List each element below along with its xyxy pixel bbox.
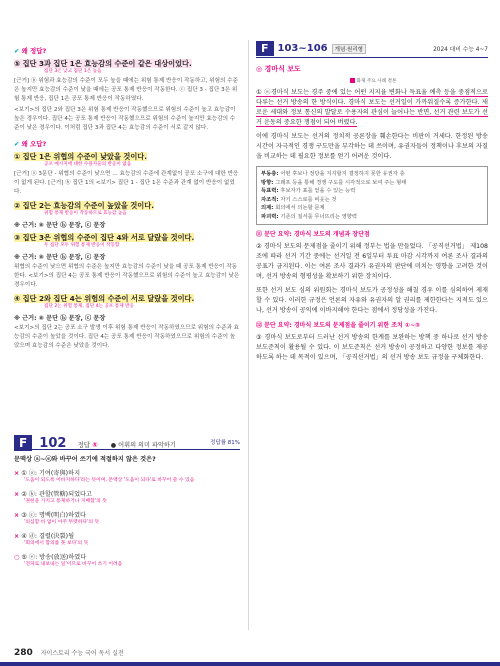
vocab-definition: 어떤 후보나 정당을 지지할지 결정하지 못한 유권자 층 <box>280 171 405 177</box>
vocab-term: 부동층: <box>261 171 281 177</box>
vocab-entry <box>261 213 483 222</box>
option-3 <box>14 511 240 526</box>
section-1-summary: ⑪ 문단 요약: 경마식 보도의 개념과 장단점 <box>256 231 370 238</box>
choice-3-title: ③ 집단 3은 위협의 수준이 집단 4와 서로 달랐을 것이다. <box>14 233 195 242</box>
vocab-term: 득표력: <box>261 188 281 194</box>
choice-1-evidence: [근거] ⓐ 3문단 - 위협의 수준이 낮으면 … 효능감의 수준에 관계없이 공포 소구에 대한 반응이 없게 된다. [근거] ⓑ 집단 1의 <보기> 집단 1 - 집단 1은 수준과 관계 없이 반응이 없었다. <box>14 171 239 195</box>
why-wrong-label: ✔ 왜 오답? <box>14 140 47 148</box>
passage-paragraph-2b: 또한 선거 보도 심의 위원회는 경마식 보도가 공정성을 해칠 경우 이를 심의하여 제재할 수 있다. 이러한 규정은 언론의 자유와 유권자의 알 권리를 제한한다는 지적도 있으나, 선거 방송이 공익에 이바지해야 한다는 점에서 정당성을 가진다. <box>256 287 488 314</box>
source-label: 2024 대비 수능 4~7 <box>433 47 488 53</box>
question-number: 102 <box>39 436 67 451</box>
vocab-definition: 후보자가 표를 얻을 수 있는 능력 <box>280 188 356 194</box>
vocab-entry <box>261 196 483 205</box>
vocab-definition: 그래프 등을 통해 경쟁 구도를 시각적으로 보여 주는 형태 <box>275 179 407 186</box>
choice-5-note: 집단 3은 낮고 집단 1은 높음 <box>44 69 102 74</box>
choice-2-title: ② 집단 2는 효능감의 수준이 높았을 것이다. <box>14 201 154 210</box>
answer-label: 정답 ⑤ <box>77 441 98 449</box>
option-mark: × <box>14 533 20 540</box>
passage-title: ◎ 경마식 보도 <box>256 65 301 73</box>
vocab-definition: 자기 스스로를 비웃는 것 <box>280 196 337 203</box>
option-note: '권한을 가지고 통제하거나 지배함'의 뜻 <box>24 499 107 504</box>
option-note: '회의에서 합의를 못 보다'의 뜻 <box>24 541 89 546</box>
question-102 <box>14 432 240 568</box>
legend-dot-icon <box>350 78 355 83</box>
choice-5-explanation: <보기>의 집단 2와 집단 3은 위험 통제 반응이 작동했으므로 위험의 수준이 높고 효능감이 높은 경우이다. 집단 4는 공포 통제 반응이 작동했으므로 위험의 수준이 높지만 효능감의 수준이 낮은 경우이다. 이처럼 집단 3과 집단 4는 효능감의 수준이 서로 같지 않다. <box>14 107 236 131</box>
correct-rate: 정답률 81% <box>210 440 240 446</box>
option-5 <box>14 553 240 568</box>
vocab-definition: 기존의 질서를 무너뜨리는 영향력 <box>280 213 358 220</box>
option-mark: × <box>14 491 20 498</box>
choice-3-explanation: 위협의 수준이 낮으면 위협의 수준은 높지만 효능감의 수준이 낮을 때 공포 통제 반응이 작동한다. <보기>의 집단 4는 공포 통제 반응이 작동했으므로 위험의 수준이 높고 효능감이 낮은 경우이다. <box>14 264 240 288</box>
passage-paragraph-1: ① ⓐ경마식 보도는 경주 중에 있는 어떤 지지율 변화나 득표율 예측 등을 중점적으로 다루는 선거 방송의 한 방식이다. 경마식 보도는 선거일이 가까워질수록 증가한다. 새로운 세대와 정보 통신의 발달로 수용자의 관심이 늘어나는 반면, 선거 관련 보도가 선거 운동의 중요한 쟁점이 되어 버렸다. <box>256 89 488 126</box>
passage-paragraph-1b: 이에 경마식 보도는 선거의 정치적 공론장을 훼손한다는 비판이 거세다. 한정된 방송 시간이 자극적인 경쟁 구도만을 부각하는 데 쓰이며, 유권자들이 정책이나 후보의 자질을 비교하는 데 필요한 정보를 얻기 어려운 것이다. <box>256 133 488 160</box>
category-tag: 개념·원리형 <box>332 44 366 54</box>
choice-4-evidence: ※ 근거: ⑧ 문단 ⓑ 문장, ⓒ 문장 <box>14 315 106 322</box>
option-note: '전파로 내보내는 일'이므로 바꾸어 쓰기 어려움 <box>24 562 123 567</box>
choice-3-note: 두 집단 모두 위험 통제 반응이 작동함 <box>44 243 120 248</box>
options-list <box>14 469 240 568</box>
question-badge: F <box>14 435 32 451</box>
legend: 화제 주요 사례 결론 <box>256 78 488 84</box>
vocab-entry <box>261 170 483 179</box>
choice-4-explanation: <보기>의 집단 2는 공포 소구 발생 이후 위험 통제 반응이 작동하였으므로 위험의 수준과 효능감의 수준이 높았을 것이다. 집단 4는 공포 통제 반응이 작동하였으므로 위험의 수준이 높았으며 효능감의 수준은 낮았을 것이다. <box>14 325 240 349</box>
vocab-term: 파괴력: <box>261 213 281 220</box>
choice-4-note: 집단 2는 위험 통제, 집단 4는 공포 통제 반응 <box>44 304 134 309</box>
section-2-summary: ⑫ 문단 요약: 경마식 보도의 문제점을 줄이기 위한 조치 ①~③ <box>256 322 421 329</box>
option-text: ④ ⓓ: 결렬(決裂)될 <box>21 533 75 540</box>
question-topic: ● 어휘의 의미 파악하기 <box>110 442 176 449</box>
right-column <box>256 40 488 363</box>
vocabulary-box <box>256 166 488 225</box>
vocab-term: 의제: <box>261 205 276 211</box>
choice-1-note: 공포 메시지에 대한 수용자들의 반응이 없음 <box>44 162 132 167</box>
option-text: ② ⓑ: 관할(管轄)되었다고 <box>21 491 93 498</box>
choice-3-evidence: ※ 근거: ⑧ 문단 ⓑ 문장, ⓒ 문장 <box>14 254 106 261</box>
question-range: 103~106 <box>277 43 328 54</box>
why-correct-label: ✔ 왜 정답? <box>14 47 47 55</box>
footer-bar <box>0 662 500 666</box>
choice-5-evidence: [근거] ⓑ 위험과 효능감의 수준이 모두 높을 때에는 위험 통제 반응이 작동하고, 위험의 수준은 높지만 효능감의 수준이 낮을 때에는 공포 통제 반응이 작동한다. ⓒ 집단 3 - 집단 3은 위험 통제 반응, 집단 1은 공포 통제 반응이 작동하였다. <box>14 78 238 102</box>
question-102-header <box>14 432 240 450</box>
option-text: ① ⓐ: 기여(寄與)하지 <box>21 470 81 477</box>
option-text: ③ ⓒ: 명백(明白)하였다 <box>21 512 87 519</box>
passage-badge: F <box>256 41 274 56</box>
left-column <box>14 40 240 351</box>
option-note: '의심할 바 없이 아주 뚜렷하다'의 뜻 <box>24 520 100 525</box>
option-2 <box>14 490 240 505</box>
option-4 <box>14 532 240 547</box>
vocab-term: 방향: <box>261 179 276 186</box>
question-stem: 문맥상 ⓐ~ⓔ와 바꾸어 쓰기에 적절하지 않은 것은? <box>14 456 156 463</box>
passage-header <box>256 40 488 58</box>
column-divider <box>248 40 249 630</box>
choice-2-note: 위험 통제 반응이 작동하므로 효능감 높음 <box>44 211 127 216</box>
vocab-term: 자조적: <box>261 196 281 203</box>
option-text: ⑤ ⓔ: 방송(放送)하였다 <box>21 554 87 561</box>
vocab-entry <box>261 179 483 188</box>
option-mark: × <box>14 470 20 477</box>
option-1 <box>14 469 240 484</box>
choice-1-title: ① 집단 1은 위협의 수준이 낮았을 것이다. <box>14 152 147 161</box>
option-mark: ○ <box>14 554 20 561</box>
book-title: 자이스토리 수능 국어 독서 실전 <box>40 650 124 657</box>
vocab-entry <box>261 187 483 196</box>
passage-paragraph-3: ③ 경마식 보도로부터 드러난 선거 방송의 한계를 보완하는 방책 중 하나로 선거 방송 보도준칙이 활용될 수 있다. 이 보도준칙은 선거 방송이 공정하고 다양한 정보를 제공하도록 하는 데 목적이 있으며, 「공직선거법」의 선거 방송 보도 규정을 구체화한다. <box>256 334 488 361</box>
choice-4-title: ④ 집단 2와 집단 4는 위험의 수준이 서로 달랐을 것이다. <box>14 294 195 303</box>
page-number: 280 <box>14 648 33 658</box>
passage-paragraph-2: ② 경마식 보도의 문제점을 줄이기 위해 정부는 법을 만들었다. 「공직선거법」 제108조에 따라 선거 기간 중에는 선거일 전 6일부터 투표 마감 시각까지 여론 조사 결과의 공표가 금지된다. 이는 여론 조사 결과가 유권자의 판단에 미치는 영향을 고려한 것이며, 선거 방송의 형평성을 확보하기 위한 장치이다. <box>256 243 488 280</box>
option-note: '도움이 되도록 이바지하다'라는 뜻이며, 문맥상 '도움이 되다'로 바꾸어 쓸 수 있음 <box>24 478 195 483</box>
option-mark: × <box>14 512 20 519</box>
footer <box>14 648 486 658</box>
vocab-definition: 회의에서 의논할 문제 <box>275 205 325 211</box>
choice-2-evidence: ※ 근거: ⑧ 문단 ⓑ 문장, ⓒ 문장 <box>14 222 106 229</box>
choice-5-title: ⑤ 집단 3과 집단 1은 효능감의 수준이 같은 대상이었다. <box>14 59 192 68</box>
answer-value: ⑤ <box>92 441 98 449</box>
vocab-entry <box>261 204 483 213</box>
